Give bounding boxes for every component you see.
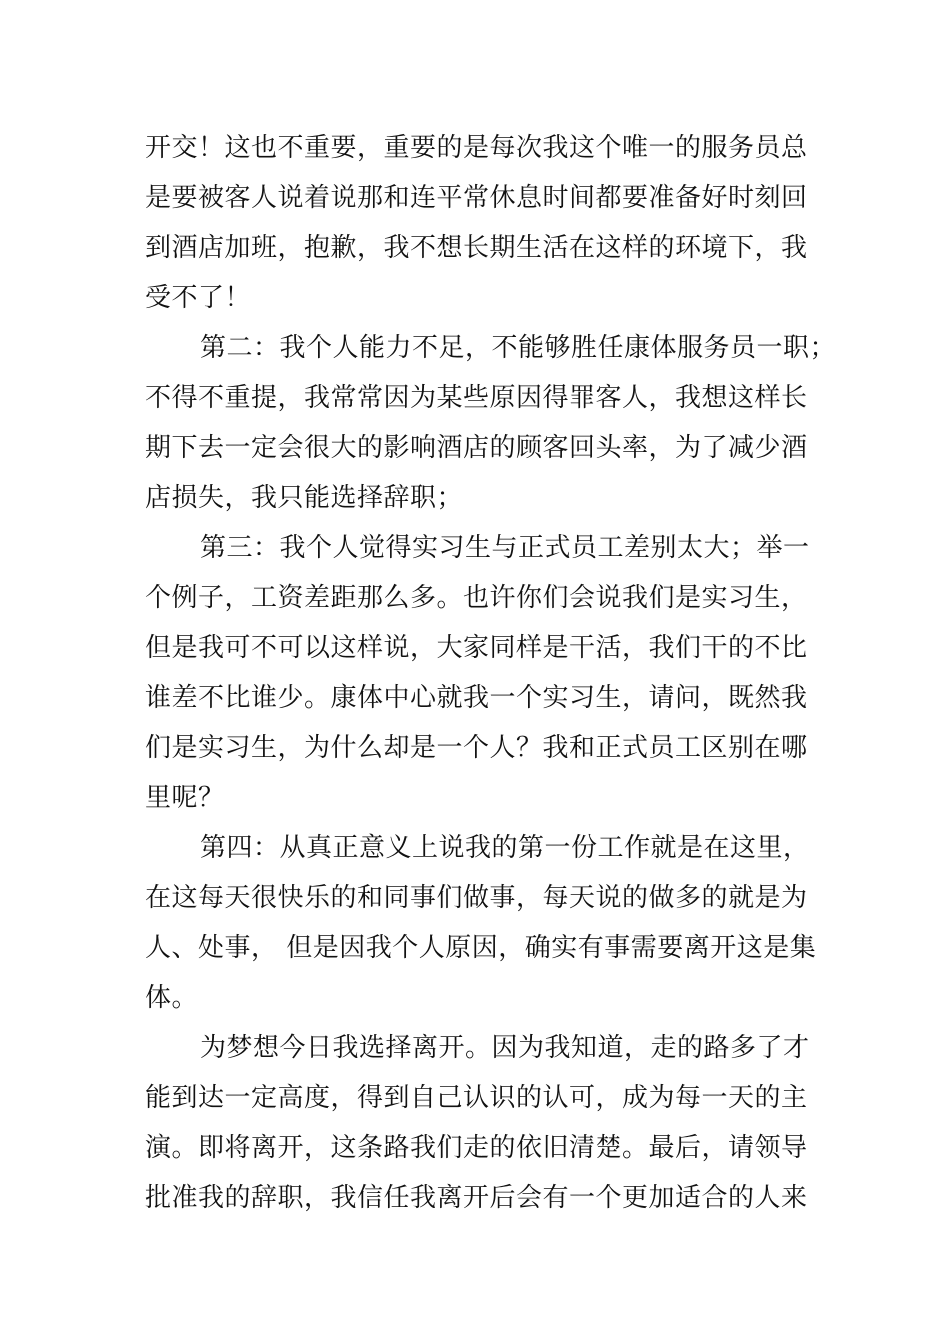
paragraph-first-line: 第二：我个人能力不足，不能够胜任康体服务员一职； (200, 333, 837, 363)
text-line: 谁差不比谁少。康体中心就我一个实习生，请问，既然我 (145, 683, 808, 713)
text-line: 到酒店加班，抱歉，我不想长期生活在这样的环境下，我 (145, 233, 808, 263)
text-line: 人、处事， 但是因我个人原因，确实有事需要离开这是集 (145, 933, 817, 963)
text-line: 期下去一定会很大的影响酒店的顾客回头率，为了减少酒 (145, 433, 808, 463)
text-line: 在这每天很快乐的和同事们做事，每天说的做多的就是为 (145, 883, 808, 913)
text-line: 不得不重提，我常常因为某些原因得罪客人，我想这样长 (145, 383, 808, 413)
text-line: 们是实习生，为什么却是一个人？我和正式员工区别在哪 (145, 733, 808, 763)
text-line: 是要被客人说着说那和连平常休息时间都要准备好时刻回 (145, 183, 808, 213)
text-line: 受不了！ (145, 283, 252, 313)
paragraph-first-line: 第四：从真正意义上说我的第一份工作就是在这里， (200, 833, 810, 863)
text-line: 开交！这也不重要，重要的是每次我这个唯一的服务员总 (145, 133, 808, 163)
text-line: 批准我的辞职，我信任我离开后会有一个更加适合的人来 (145, 1183, 808, 1213)
paragraph-first-line: 第三：我个人觉得实习生与正式员工差别太大；举一 (200, 533, 810, 563)
text-line: 店损失，我只能选择辞职； (145, 483, 464, 513)
text-line: 演。即将离开，这条路我们走的依旧清楚。最后，请领导 (145, 1133, 808, 1163)
text-line: 里呢？ (145, 783, 225, 813)
paragraph-first-line: 为梦想今日我选择离开。因为我知道，走的路多了才 (200, 1033, 810, 1063)
text-line: 但是我可不可以这样说，大家同样是干活，我们干的不比 (145, 633, 808, 663)
text-line: 个例子，工资差距那么多。也许你们会说我们是实习生， (145, 583, 808, 613)
text-line: 能到达一定高度，得到自己认识的认可，成为每一天的主 (145, 1083, 808, 1113)
text-line: 体。 (145, 983, 199, 1013)
